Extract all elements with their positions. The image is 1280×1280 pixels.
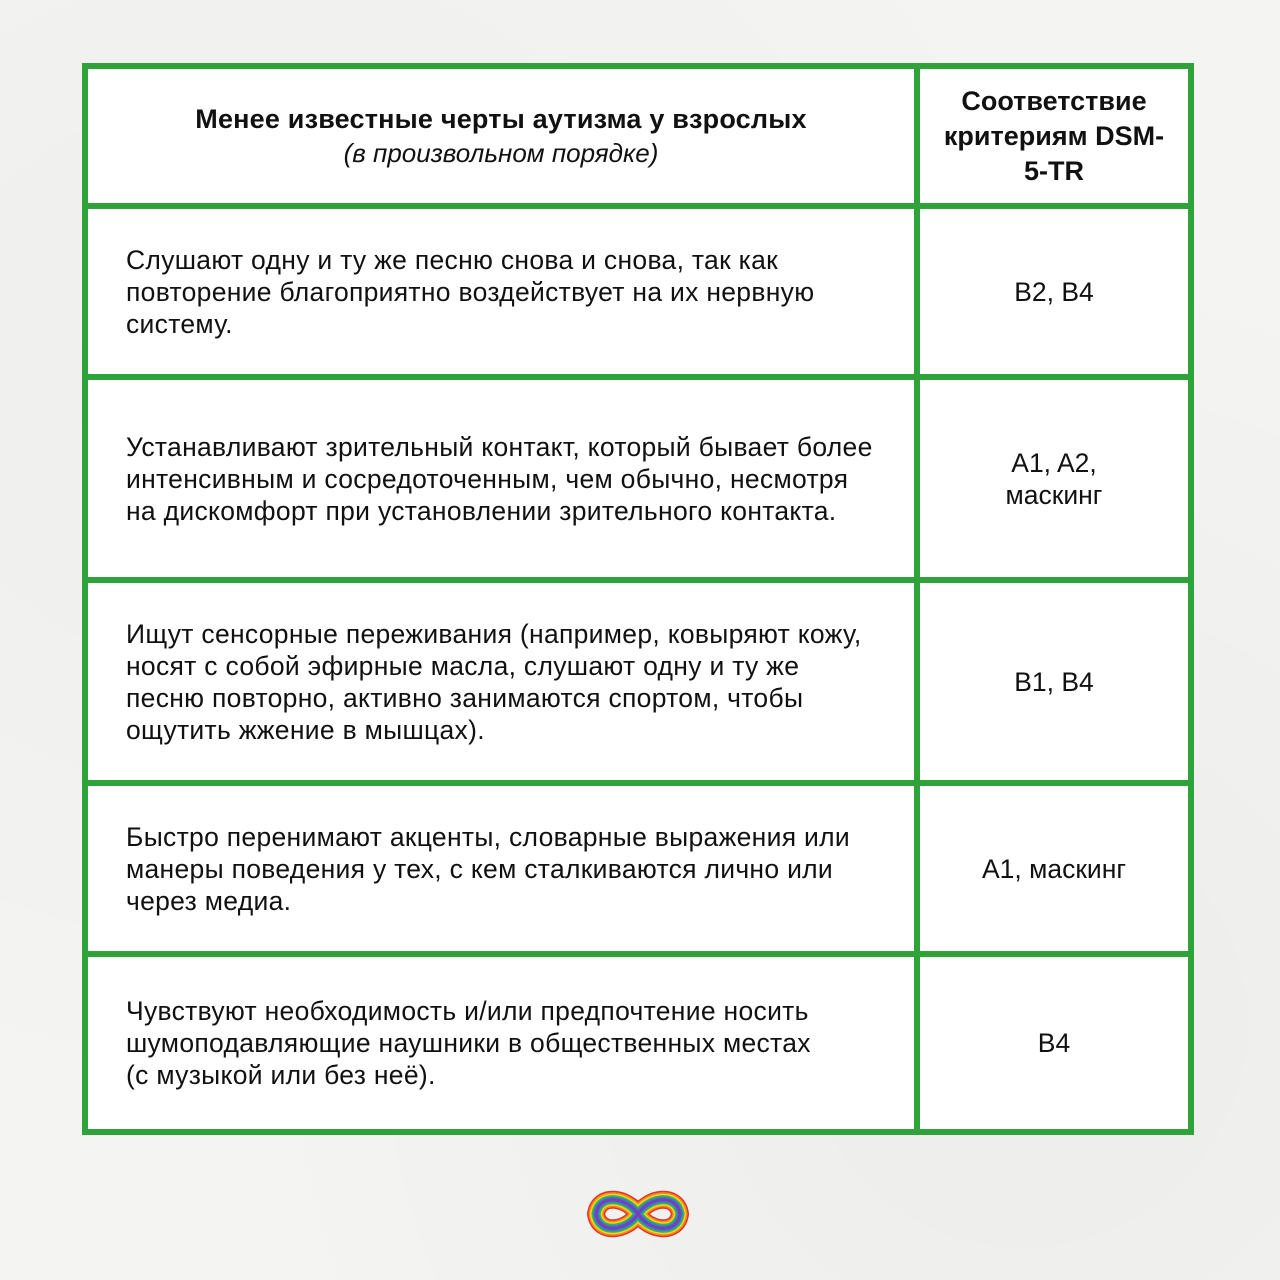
trait-text: Ищут сенсорные переживания (например, ковыряют кожу, носят с собой эфирные масла, слушают одну и ту же песню повторно, активно занимаются спортом, чтобы ощутить жжение в мышцах). [126,618,862,745]
criteria-cell: B1, B4 [920,583,1188,786]
criteria-cell: A1, маскинг [920,786,1188,957]
criteria-cell: B4 [1037,1028,1071,1058]
table-subtitle: (в произвольном порядке) [343,138,659,168]
rainbow-infinity-icon [587,1183,689,1245]
table-header-criteria: Соответствие критериям DSM-5-TR [920,69,1188,209]
criteria-cell: A1, A2, маскинг [920,380,1188,583]
table-title: Менее известные черты аутизма у взрослых [195,104,807,134]
criteria-cell: B2, B4 [920,209,1188,380]
table-row-trait [88,583,920,786]
trait-text: Слушают одну и ту же песню снова и снова, так как повторение благоприятно воздействует на их нервную систему. [126,244,815,339]
trait-text: Быстро перенимают акценты, словарные выражения или манеры поведения у тех, с кем сталкиваются лично или через медиа. [126,821,850,916]
table-row-trait [88,957,920,1129]
table-row-trait [88,380,920,583]
trait-text: Устанавливают зрительный контакт, который бывает более интенсивным и сосредоточенным, чем обычно, несмотря на дискомфорт при установлении зрительного контакта. [126,431,873,526]
traits-table [82,63,1194,1135]
table-row-trait [88,786,920,957]
trait-text: Чувствуют необходимость и/или предпочтение носить шумоподавляющие наушники в общественных местах (с музыкой или без неё). [126,996,811,1090]
table-header-traits [88,69,920,209]
table-row-trait [88,209,920,380]
